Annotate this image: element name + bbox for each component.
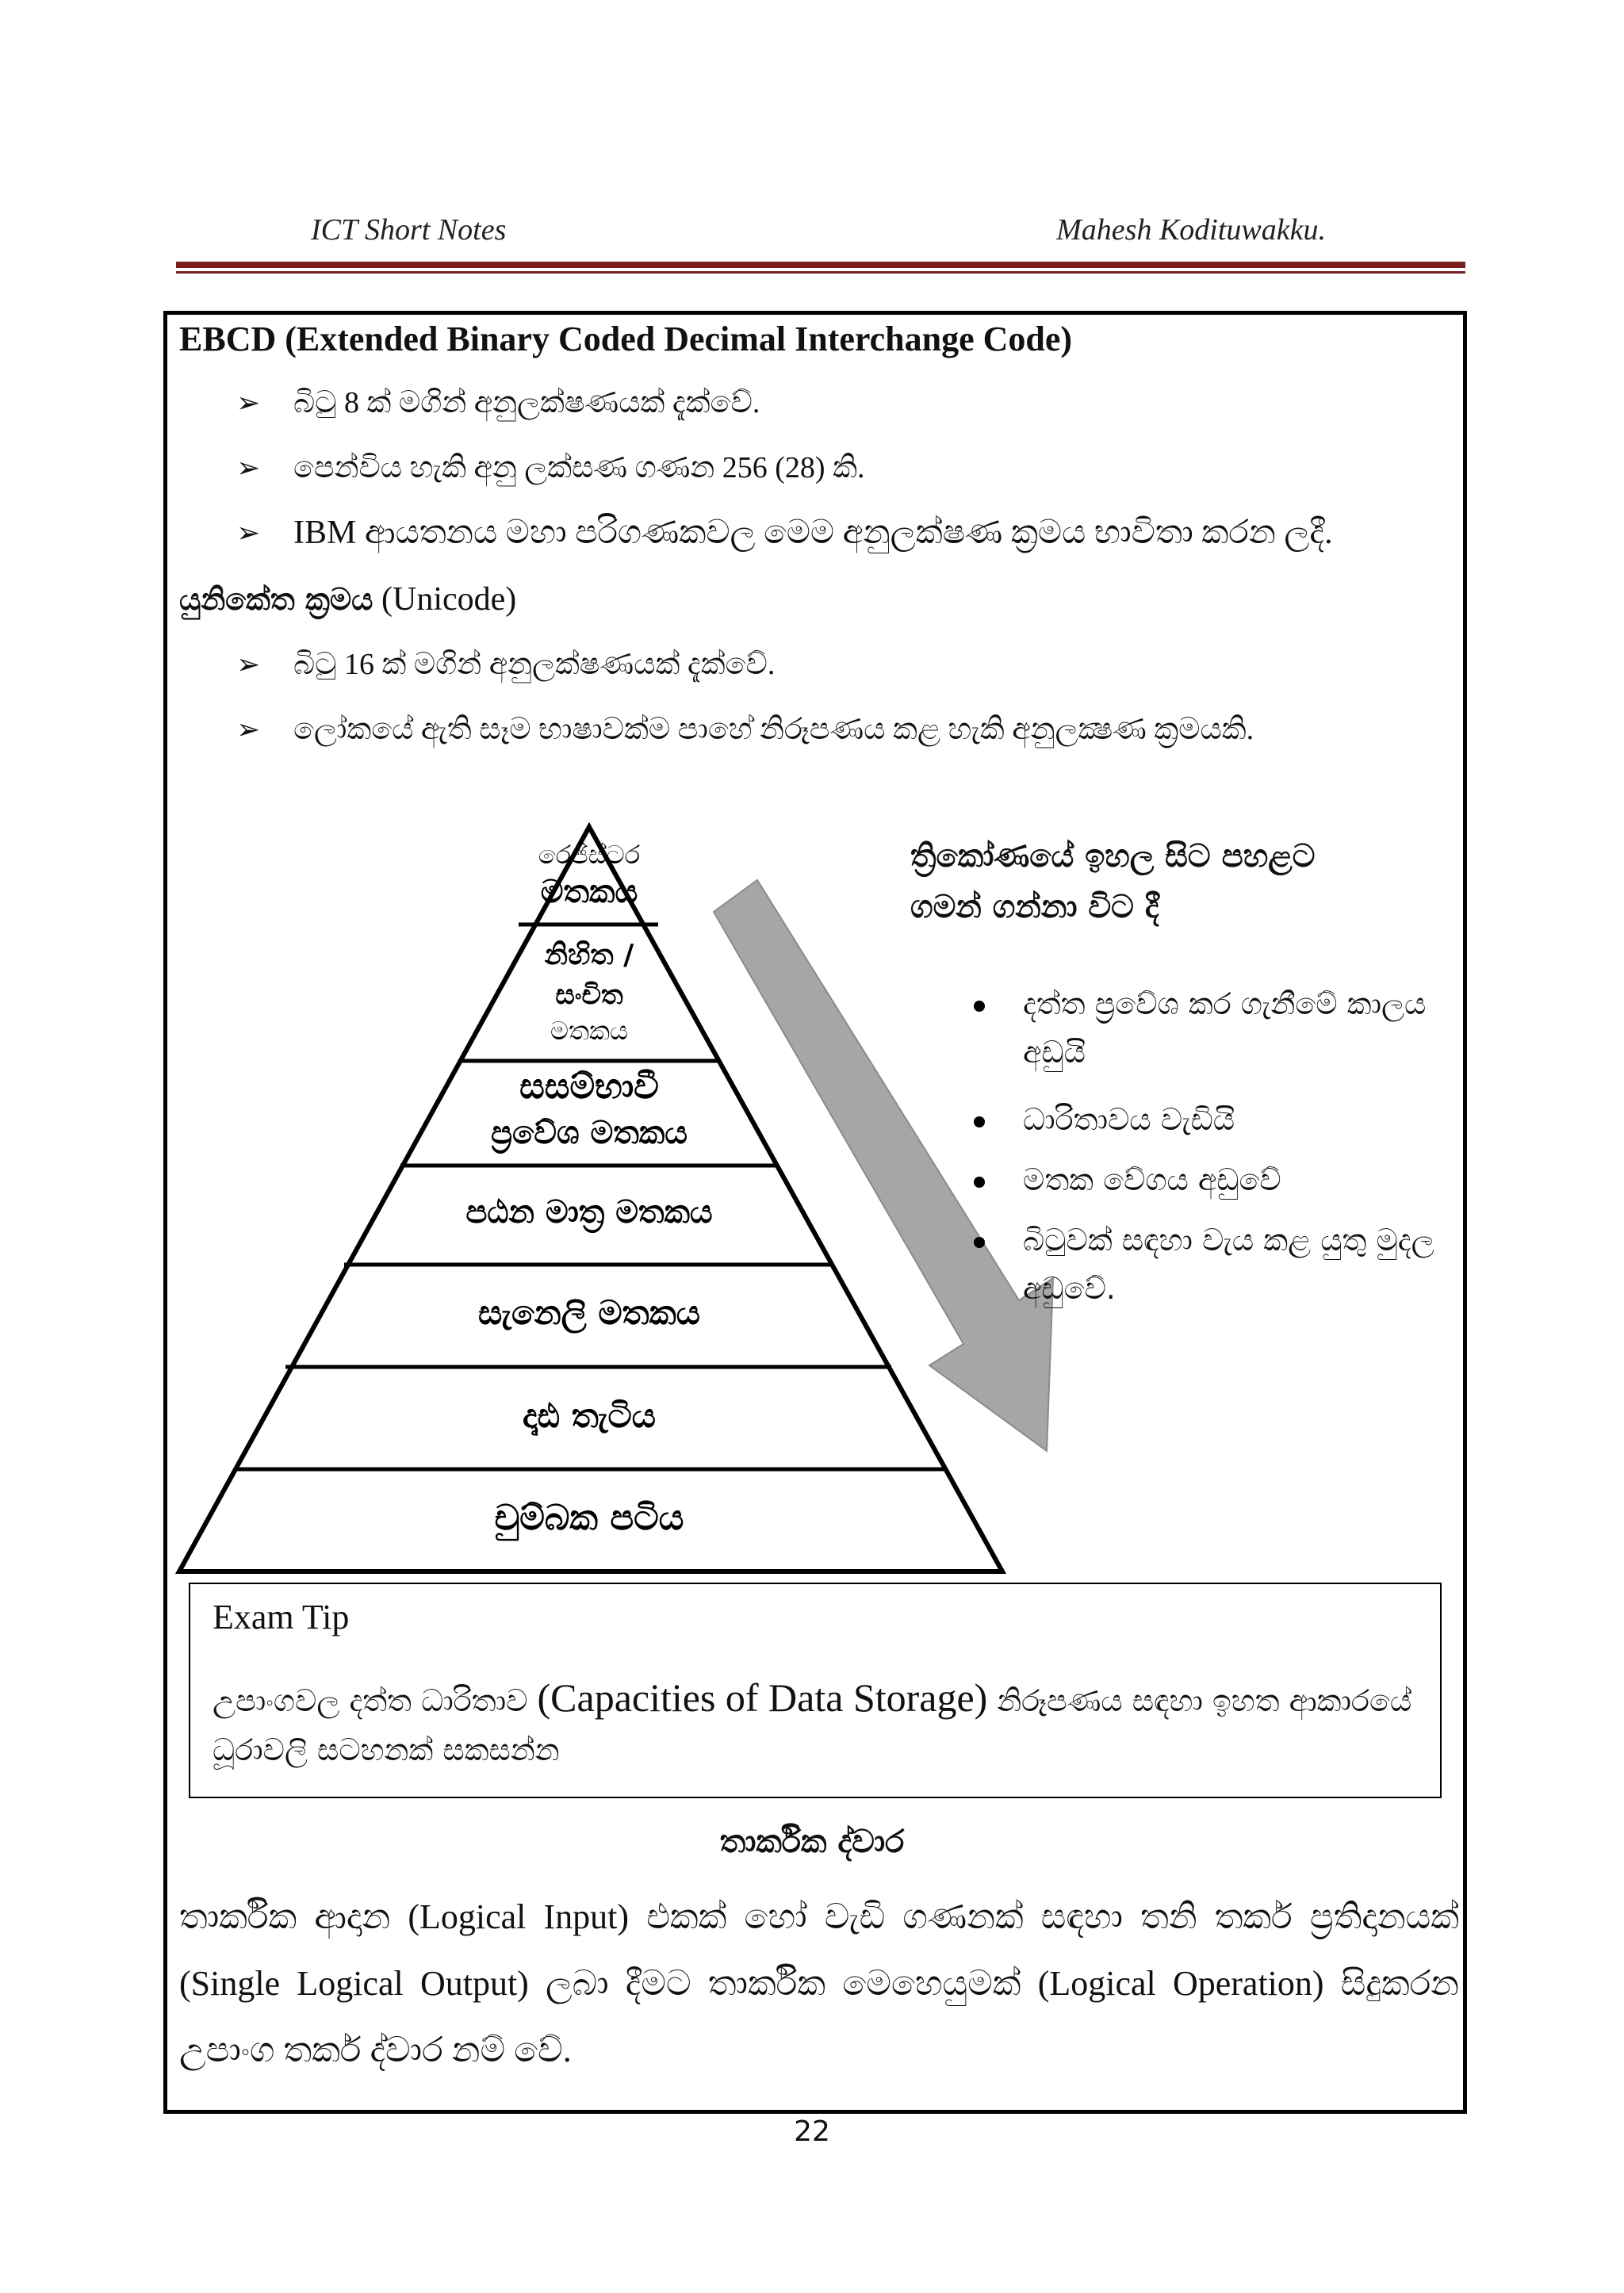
- exam-tip-text-si-2: නිරූපණය සඳහා ඉහත ආකාරයේ ධූරාවලි සටහනක් සකසන්න: [213, 1683, 1412, 1767]
- diagram-note-point-1: දත්ත ප්‍රවේශ කර ගැනීමේ කාලය අඩුයි: [1023, 986, 1427, 1070]
- pyramid-level-magnetic-tape: චුම්බක පටිය: [494, 1498, 684, 1538]
- diagram-note-point-4: බිටුවක් සඳහා වැය කළ යුතු මුදල අඩුවේ.: [1023, 1223, 1434, 1306]
- ebcd-heading: EBCD (Extended Binary Coded Decimal Interchange Code): [179, 320, 1073, 358]
- diagram-note-heading: [910, 831, 1434, 932]
- bullet-dot-icon: [974, 1001, 985, 1012]
- ebcd-bullet-2: පෙන්විය හැකි අනු ලක්සණ ගණන 256 (28) කි.: [293, 451, 865, 484]
- header-author: Mahesh Kodituwakku.: [1056, 213, 1326, 247]
- logic-gates-heading: තාර්කික ද්වාර: [719, 1824, 905, 1860]
- exam-tip-text-si-1: උපාංගවල දත්ත ධාරිතාව: [213, 1683, 528, 1718]
- bullet-dot-icon: [974, 1177, 985, 1188]
- pyramid-level-ram-line2: ප්‍රවේශ මතකය: [490, 1115, 688, 1151]
- arrow-bullet-icon: ➢: [236, 452, 261, 484]
- pyramid-level-cache-line1: නිහිත /: [544, 939, 634, 971]
- unicode-bullet-2: ලෝකයේ ඇති සෑම භාෂාවක්ම පාහේ නිරූපණය කළ හැකි අනුලක්‍ෂණ ක්‍රමයකි.: [293, 713, 1254, 746]
- logic-gates-paragraph: තාර්කික ආදාන (Logical Input) එකක් හෝ වැඩි ගණනක් සඳහා තනි තර්ක ප්‍රතිදානයක් (Single Logical Output) ලබා දීමට තාර්කික මෙහෙයුමක් (Logical Operation) සිදුකරන උපාංග තර්ක ද්වාර නම් වේ.: [179, 1897, 1459, 2069]
- arrow-bullet-icon: ➢: [236, 517, 261, 549]
- diagram-note-heading-line1: ත්‍රිකෝණයේ ඉහල සිට පහළට: [910, 838, 1316, 875]
- unicode-bullet-1: බිටු 16 ක් මගින් අනුලක්ෂණයක් දැක්වේ.: [293, 648, 776, 681]
- pyramid-level-register-line2: මතකය: [540, 874, 638, 910]
- exam-tip-text-en: (Capacities of Data Storage): [537, 1675, 988, 1720]
- pyramid-level-ram-line1: සසම්භාවී: [519, 1066, 659, 1107]
- ebcd-bullet-1: බිටු 8 ක් මගින් අනුලක්ෂණයක් දැක්වේ.: [293, 386, 760, 419]
- pyramid-level-hard-disk: දෘඪ තැටිය: [523, 1396, 656, 1435]
- ebcd-bullet-3: IBM ආයතනය මහා පරිගණකවල මෙම අනුලක්ෂණ ක්‍රමය භාවිතා කරන ලදී.: [293, 515, 1333, 551]
- page-number: 22: [794, 2115, 830, 2148]
- pyramid-level-cache-line2: සංචිත: [555, 979, 623, 1011]
- diagram-note-point-2: ධාරිතාවය වැඩියි: [1023, 1102, 1235, 1137]
- pyramid-level-register-line1: රෙජිස්ටර: [538, 840, 641, 870]
- arrow-bullet-icon: ➢: [236, 714, 261, 746]
- arrow-bullet-icon: ➢: [236, 649, 261, 681]
- exam-tip-text: [213, 1668, 1426, 1773]
- header-left-title: ICT Short Notes: [311, 213, 507, 247]
- unicode-heading-si: යුනිකේත ක්‍රමය: [179, 582, 373, 617]
- bullet-dot-icon: [974, 1237, 985, 1248]
- bullet-dot-icon: [974, 1116, 985, 1127]
- diagram-note-heading-line2: ගමන් ගන්නා විට දී: [910, 889, 1159, 925]
- pyramid-level-flash: සැනෙලි මතකය: [478, 1293, 700, 1332]
- exam-tip-title: Exam Tip: [213, 1598, 350, 1636]
- unicode-heading-en: (Unicode): [381, 581, 517, 618]
- diagram-note-point-3: මතක වේගය අඩුවේ: [1023, 1162, 1281, 1197]
- arrow-bullet-icon: ➢: [236, 387, 261, 419]
- pyramid-level-cache-line3: මතකය: [550, 1016, 628, 1046]
- pyramid-level-rom: පඨන මාත්‍ර මතකය: [465, 1194, 713, 1231]
